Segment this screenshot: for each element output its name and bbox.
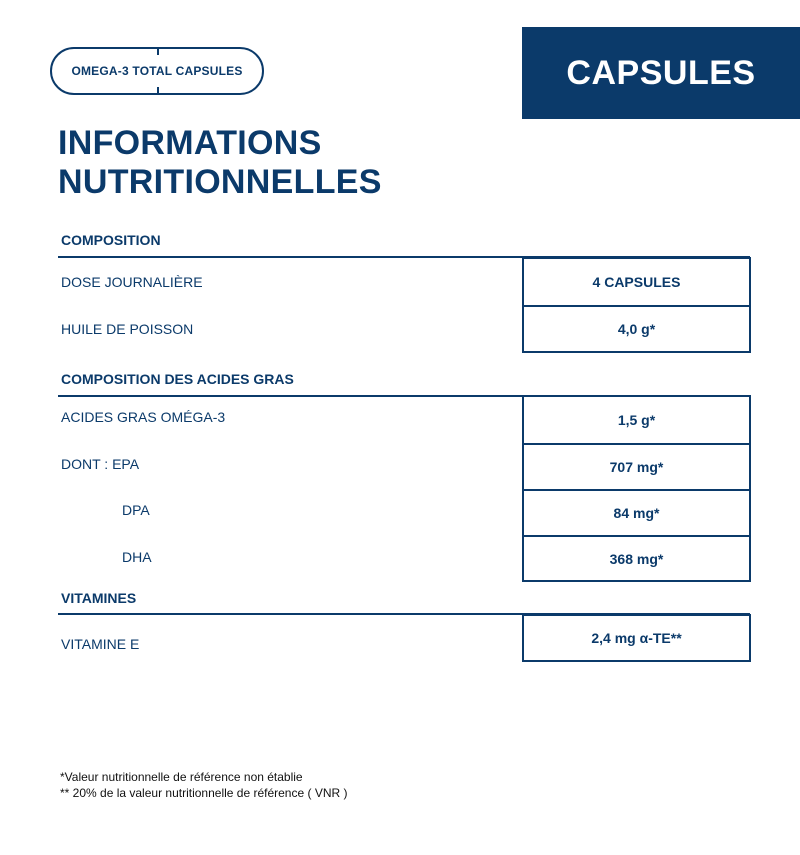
- section-heading-vitamines: VITAMINES: [61, 590, 137, 606]
- row-value-dose-journaliere: 4 CAPSULES: [592, 274, 681, 290]
- page-title-line-1: INFORMATIONS: [58, 124, 322, 162]
- footnotes: [60, 769, 347, 801]
- format-banner: [522, 27, 800, 119]
- row-value-dpa: 84 mg*: [524, 489, 749, 535]
- row-label-vitamine-e: VITAMINE E: [61, 636, 140, 652]
- badge-divider-bottom: [157, 87, 159, 94]
- row-label-dose-journaliere: DOSE JOURNALIÈRE: [61, 274, 203, 290]
- value-box-vitamines: [522, 614, 751, 662]
- footnote-1: *Valeur nutritionnelle de référence non établie: [60, 770, 303, 784]
- row-value-epa: 707 mg*: [524, 443, 749, 489]
- row-label-epa: DONT : EPA: [61, 456, 140, 472]
- section-heading-composition: COMPOSITION: [61, 232, 161, 248]
- row-value-dha: 368 mg*: [524, 535, 749, 580]
- section-heading-acides-gras: COMPOSITION DES ACIDES GRAS: [61, 371, 294, 387]
- row-label-dpa: DPA: [122, 502, 150, 518]
- row-label-huile-de-poisson: HUILE DE POISSON: [61, 321, 194, 337]
- badge-label: OMEGA-3 TOTAL CAPSULES: [71, 64, 243, 78]
- row-value-vitamine-e: 2,4 mg α-TE**: [591, 630, 682, 646]
- format-banner-label: CAPSULES: [566, 53, 756, 92]
- row-label-omega-3: ACIDES GRAS OMÉGA-3: [61, 409, 226, 425]
- badge-divider-top: [157, 48, 159, 55]
- product-badge: [50, 47, 264, 95]
- value-box-acides-gras: [522, 395, 751, 582]
- page-title-line-2: NUTRITIONNELLES: [58, 163, 382, 201]
- footnote-2: ** 20% de la valeur nutritionnelle de référence ( VNR ): [60, 786, 348, 800]
- row-value-huile-de-poisson: 4,0 g*: [524, 305, 749, 351]
- row-label-dha: DHA: [122, 549, 152, 565]
- row-value-omega-3: 1,5 g*: [617, 412, 656, 428]
- value-box-composition: [522, 257, 751, 353]
- page-title: [58, 124, 382, 202]
